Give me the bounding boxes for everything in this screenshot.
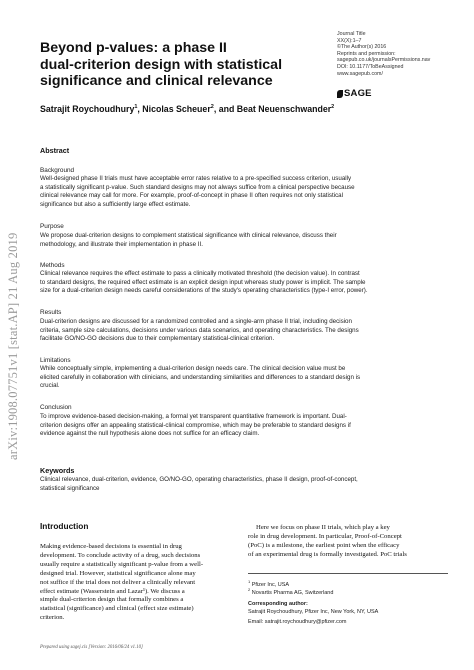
author-list [40,104,334,114]
section-text [40,232,442,249]
text-line: development. To conclude activity of a drug, such decisions [40,551,201,559]
text-line: Well-designed phase II trials must have acceptable error rates relative to a pre-specified success criterion, usually [40,175,352,182]
text-line: clinical relevance may call for more. For example, proof-of-concept in phase II often requires not only statistical [40,192,343,200]
text-line: Clinical relevance requires the effect estimate to pass a clinically motivated threshold (the decision value). In contrast [40,270,360,277]
corresponding-author-email[interactable]: Email: satrajit.roychoudhury@pfizer.com [248,619,347,625]
text-line: criterion. [40,614,65,622]
text-line: evidence against the null hypothesis alone does not suffice for an efficacy claim. [40,430,260,438]
corresponding-author-name: Satrajit Roychoudhury, Pfizer Inc, New York, NY, USA [248,609,379,615]
text-line: criterion designs offer an appealing statistical-clinical compromise, which may be preferable to standard designs if [40,421,351,429]
author-separator: , [137,104,143,114]
journal-title: Journal Title [337,31,366,37]
text-line: simple dual-criterion design that formally combines a [40,596,184,604]
section-title: Limitations [40,357,71,364]
permissions-link[interactable]: sagepub.co.uk/journalsPermissions.nav [337,57,431,64]
affiliation-mark: 1 [248,579,251,584]
text-line: statistical significance [40,484,100,492]
author-name: Beat Neuenschwander [236,104,332,114]
introduction-left-column [40,543,240,623]
title-line: dual-criterion design with statistical [40,56,283,73]
sage-mark-icon [337,90,343,98]
section-title: Purpose [40,223,64,230]
keywords-heading: Keywords [40,466,75,475]
paper-title [40,40,312,90]
text-line: methodology, and illustrate their implementation in phase II. [40,240,203,248]
section-text [40,318,442,344]
text-line: not suffice if the trial does not deliver a clinically relevant [40,578,196,586]
journal-info [337,31,467,77]
author-affiliation-mark: 2 [331,104,335,111]
affiliation-note [248,586,333,597]
introduction-right-column [248,524,448,560]
text-line: Dual-criterion designs are discussed for a randomized controlled and a single-arm phase II trial, including decision [40,318,352,325]
section-title: Background [40,167,75,174]
text-line: role in drug development. In particular, Proof-of-Concept [248,532,402,540]
copyright: ©The Author(s) 2016 [337,44,387,51]
text-line: size for a dual-criterion design needs careful considerations of the study's operating characteristics (type-I error, power). [40,287,368,295]
affiliation-mark: 2 [248,587,251,592]
author-name: Nicolas Scheuer [142,104,211,114]
affiliation-text: Pfizer Inc, USA [251,581,290,588]
text-line: usually require a statistically significant p-value from a well- [40,560,204,568]
text-line: of an experimental drug is formally investigated. PoC trials [248,550,407,558]
title-line: significance and clinical relevance [40,73,273,89]
affiliation-text: Novartis Pharma AG, Switzerland [251,589,334,596]
section-text [40,365,442,391]
text-line: Making evidence-based decisions is essential in drug [40,543,182,550]
text-line: elicited carefully in collaboration with clinicians, and understanding similarities and differences to a standard design is [40,373,361,381]
sage-logo [337,88,372,99]
author-affiliation-mark: 1 [134,104,138,111]
text-line: We propose dual-criterion designs to complement statistical significance with clinical relevance, discuss their [40,232,337,239]
publisher-name: SAGE [344,88,372,99]
title-line: Beyond p-values: a phase II [40,40,227,56]
footnote-divider [248,573,448,574]
author-affiliation-mark: 2 [210,104,214,111]
text-line: (PoC) is a milestone, the earliest point when the efficacy [248,541,400,549]
abstract-heading: Abstract [40,146,70,155]
arxiv-stamp: arXiv:1908.07751v1 [stat.AP] 21 Aug 2019 [6,232,20,460]
text-line: To improve evidence-based decision-making, a formal yet transparent quantitative framework is important. Dual- [40,413,347,420]
author-name: Satrajit Roychoudhury [40,104,135,114]
reprints-label: Reprints and permission: [337,50,396,57]
section-title: Conclusion [40,404,72,411]
section-text [40,413,442,439]
introduction-heading: Introduction [40,521,89,531]
text-line: significance but also a sufficiently large effect estimate. [40,201,191,209]
text-line: While conceptually simple, implementing a dual-criterion design needs care. The clinical decision value must be [40,365,346,372]
text-line: designed trial. However, statistical significance alone may [40,569,196,577]
text-line: Here we focus on phase II trials, which play a key [256,524,390,531]
section-title: Methods [40,262,65,269]
doi: DOI: 10.1177/ToBeAssigned [337,63,404,70]
text-line: criteria, sample size calculations, decisions under various data scenarios, and operating characteristics. The designs [40,326,359,334]
text-line: to standard designs, the required effect estimate is an explicit design input whereas study power is implicit. The sample [40,278,366,286]
journal-volume: XX(X):1–7 [337,37,362,44]
corresponding-author-label: Corresponding author: [248,601,308,607]
section-text [40,270,442,296]
section-text [40,175,442,210]
text-line: Clinical relevance, dual-criterion, evidence, GO/NO-GO, operating characteristics, phase II design, proof-of-concept, [40,476,358,483]
text-line: crucial. [40,382,60,390]
section-title: Results [40,309,62,316]
publisher-url[interactable]: www.sagepub.com/ [337,70,383,77]
page-footer: Prepared using sagej.cls [Version: 2016/06/24 v1.10] [40,645,143,650]
author-separator: , and [213,104,237,114]
text-line: facilitate GO/NO-GO decisions due to their complementary statistical-clinical criterion. [40,335,275,343]
keywords-text [40,476,442,493]
text-line: effect estimate (Wasserstein and Lazar¹). We discuss a [40,587,185,595]
text-line: statistical (significance) and clinical (effect size estimate) [40,605,194,613]
text-line: a statistically significant p-value. Such standard designs may not always suffice from a clinical perspective because [40,183,355,191]
